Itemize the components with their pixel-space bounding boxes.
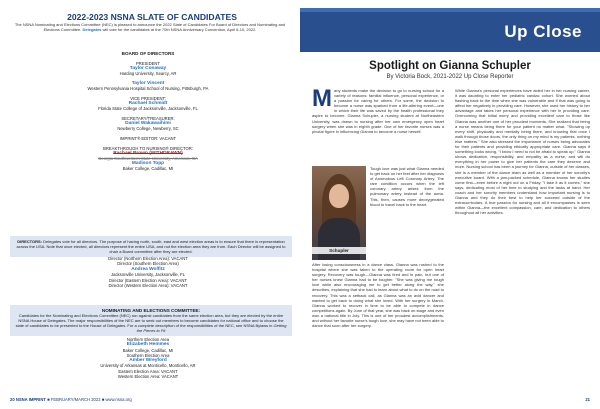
nec-south-school: University of Arkansas at Monticello, Monticello, AR: [100, 363, 196, 369]
breakthrough-school: Baker College, Cadillac, MI: [122, 166, 174, 172]
directors-note-text: Delegates vote for all directors. The purpose of having north, south, east and west election areas is to ensure that there is representation across the USA. Note that once elected, all directors represent the entire USA, and not the election area they are from. Each Director will be assigned to chair a Board committee after they are elected.: [16, 239, 286, 254]
directors-label: DIRECTORS:: [17, 239, 43, 244]
banner-stripe: [300, 8, 600, 12]
footer-issue: FEBRUARY/MARCH 2022: [50, 397, 101, 402]
director-north: Director (Northern Election Area): VACANT: [108, 256, 188, 261]
article-paragraph-4: While Gianna's personal experiences have aided her in her nursing career, it was daunting to enter her pediatric cardiac cohort. She worried about flashing back to the time when she was vulnerable and if that was going to affect her negatively in providing care. However, she used her history to her advantage and takes her personal experience with her in providing care. Overcoming that initial worry and providing excellent care to those like Gianna was another one of her proudest moments. She realized that being a nurse means being there for your patient no matter what. "Showing up every shift, physically and mentally being there, and knowing that once I walk through those doors, the only thing on my mind is my patients, nothing else matters." She also stressed the importance of nurses being advocates for their patients and providing ethically appropriate care. Gianna says if something looks wrong, "I know I need to not be afraid to speak up." Gianna shows dedication, responsibility, and empathy as a nurse, and will do everything in her power to give her patients the care they deserve and more. Nursing school has been a journey for Gianna, outside of her classes, she is a member of the dance team as well as a member of her sorority's executive board. With a jam-packed schedule, Gianna knows her studies come first—even before a night out on a Friday. "I take it as it comes," she says, dedicating most of her time to studying and the tasks at hand. Her coach and her sorority members understand how important nursing is to Gianna and they do their best to help her succeed outside of the extracurriculars. A true passion for nursing and all it encompasses is seen within Gianna—the excellent compassion, care, and dedication to others throughout all her activities.: [455, 88, 590, 216]
director-east: Director (Eastern Election Area): VACANT: [109, 277, 187, 283]
nec-box: [10, 305, 292, 336]
director-regions: [40, 256, 256, 288]
nec-north-name: Elizabeth Hemmes: [126, 342, 170, 348]
footer-publication: NSNA IMPRINT: [15, 397, 46, 402]
intro-text-2: will vote for the candidates at the 70th NSNA Anniversary Convention, April 6-10, 2022.: [102, 27, 257, 32]
secretary-role: SECRETARY/TREASURER:: [121, 115, 175, 121]
breakthrough-name: Madison Topp: [131, 161, 165, 167]
footer-site[interactable]: www.nsna.org: [105, 397, 132, 402]
imprint-editor-role: IMPRINT® EDITOR: VACANT: [119, 135, 177, 141]
article-paragraph-1: any students make the decision to go to nursing school for a variety of reasons: familial influence, personal experience, or a passion for caring for others. For some, the decision to become a nurse was sparked from a life-altering event—one in which their life was saved by the health professional they aspire to become. Gianna Schupler, a nursing student at Northeastern University, was drawn to nursing after her own emergency open heart surgery when she was in eighth grade. One of her favorite nurses was a pivotal figure in influencing Gianna to become a nurse herself.: [312, 88, 444, 134]
banner-title: Up Close: [504, 22, 582, 41]
left-footer: 20 NSNA IMPRINT ■ FEBRUARY/MARCH 2022 ■ www.nsna.org: [10, 397, 132, 402]
vp-role: VICE PRESIDENT:: [130, 95, 166, 101]
director-south: Director (Southern Election Area): [117, 261, 179, 267]
nec-east: Eastern Election Area: VACANT: [118, 368, 178, 374]
breakthrough-withdrawn-school: Georgia Southwestern State University, Americus, GA: [98, 156, 198, 162]
director-south-name: Andrea Wolfitz: [131, 266, 165, 272]
intro-delegates: Delegates: [82, 27, 102, 32]
left-page: [0, 0, 296, 409]
president-name-2: Taylor Vincent: [131, 80, 165, 86]
director-west: Director (Western Election Area): VACANT: [108, 283, 188, 289]
nec-note: Candidates for the Nominating and Elections Committee (NEC) run against candidates from the same election area, but they are elected by the entire NSNA House of Delegates. The major responsibilities of the NEC are to seek out members to become candidates for national office and to choose the slate of candidates to be presented to the House of Delegates. For a complete description of the responsibilities of the NEC, see NSNA Bylaws in: [15, 313, 284, 328]
president-role: PRESIDENT: [136, 60, 160, 66]
nec-west: Western Election Area: VACANT: [117, 374, 179, 380]
vp-name: Rachael Schmidt: [128, 100, 168, 106]
nec-north: Northern Election Area: [126, 337, 170, 342]
article-byline: By Victoria Bock, 2021-2022 Up Close Reporter: [386, 74, 514, 80]
secretary-name: Daniel Wakawaihimi: [125, 121, 171, 127]
article-column-a-top: [312, 85, 444, 134]
intro-text-1: The NSNA Nominating and Elections Committee (NEC) is pleased to announce the 2022 Slate of Candidates For Board of Directors and Nominating and Elections Committee.: [14, 22, 286, 32]
nec-heading: NOMINATING AND ELECTIONS COMMITTEE:: [101, 308, 201, 313]
article-paragraph-2: Tough love was just what Gianna needed to get back on her feet after her diagnosis of Anomalous Left Coronary Artery. The rare condition occurs when the left coronary artery arises from the pulmonary artery instead of the aorta. This, then, causes more deoxygenated blood to travel back to the heart.: [370, 166, 444, 207]
board-of-directors: [40, 51, 256, 172]
president-name: Taylor Conaway: [129, 65, 167, 71]
article-column-a-wrap: [370, 166, 444, 207]
nec-candidates: [40, 337, 256, 379]
nec-south-name: Amber Wreyford: [129, 358, 167, 364]
article-paragraph-3: After losing consciousness in a dance class, Gianna was rushed to the hospital where she was taken to the operating room for open heart surgery. Recovery was tough—Gianna was tired and in pain, but one of her nurses knew Gianna had to be tougher. "She was giving me tough love while also encouraging me to get better along the way," she describes, explaining that she had to learn about what to do on the road to recovery. This was a setback call, as Gianna was an avid dancer and wanted to get back to doing what she loved. With her surgery in March, Gianna worked to recover in time to be able to compete in dance competitions again. By June of that year, she was back on stage and even won a national title in July. This is one of her proudest accomplishments, and without her favorite nurse's tough love, she may have not been able to dance that soon after her surgery.: [312, 262, 444, 329]
board-heading: BOARD OF DIRECTORS: [121, 51, 175, 56]
drop-cap: M: [312, 85, 332, 112]
slate-intro: [10, 22, 290, 32]
president-school-2: Western Pennsylvania Hospital School of Nursing, Pittsburgh, PA: [87, 86, 209, 92]
left-page-number: 20: [10, 397, 15, 402]
right-page: [300, 0, 600, 409]
article-title: Spotlight on Gianna Schupler: [369, 60, 531, 72]
director-south-school: Jacksonville University, Jacksonville, FL: [111, 272, 185, 278]
nec-south: Southern Election Area: [126, 352, 170, 358]
president-school: Harding University, Searcy, AR: [119, 71, 177, 77]
right-page-number: 21: [585, 397, 590, 402]
vp-school: Florida State College of Jacksonville, Jacksonville, FL: [98, 106, 198, 112]
breakthrough-withdrawn-name: Rachael Brown (WITHDRAWN): [113, 150, 183, 156]
nec-north-school: Baker College, Cadillac, MI: [122, 347, 174, 353]
photo-caption: Schupler: [312, 247, 366, 254]
secretary-school: Newberry College, Newberry, SC: [117, 126, 179, 132]
nec-note-title: Getting the Pieces to Fit: [136, 323, 287, 333]
directors-note: [10, 236, 292, 257]
photo-face: [329, 184, 349, 208]
slate-title: 2022-2023 NSNA SLATE OF CANDIDATES: [67, 12, 237, 22]
gianna-photo: [312, 166, 366, 260]
article-column-a-bottom: [312, 262, 444, 328]
breakthrough-role: BREAKTHROUGH TO NURSING® DIRECTOR:: [103, 145, 193, 151]
article-column-b: [455, 88, 590, 215]
